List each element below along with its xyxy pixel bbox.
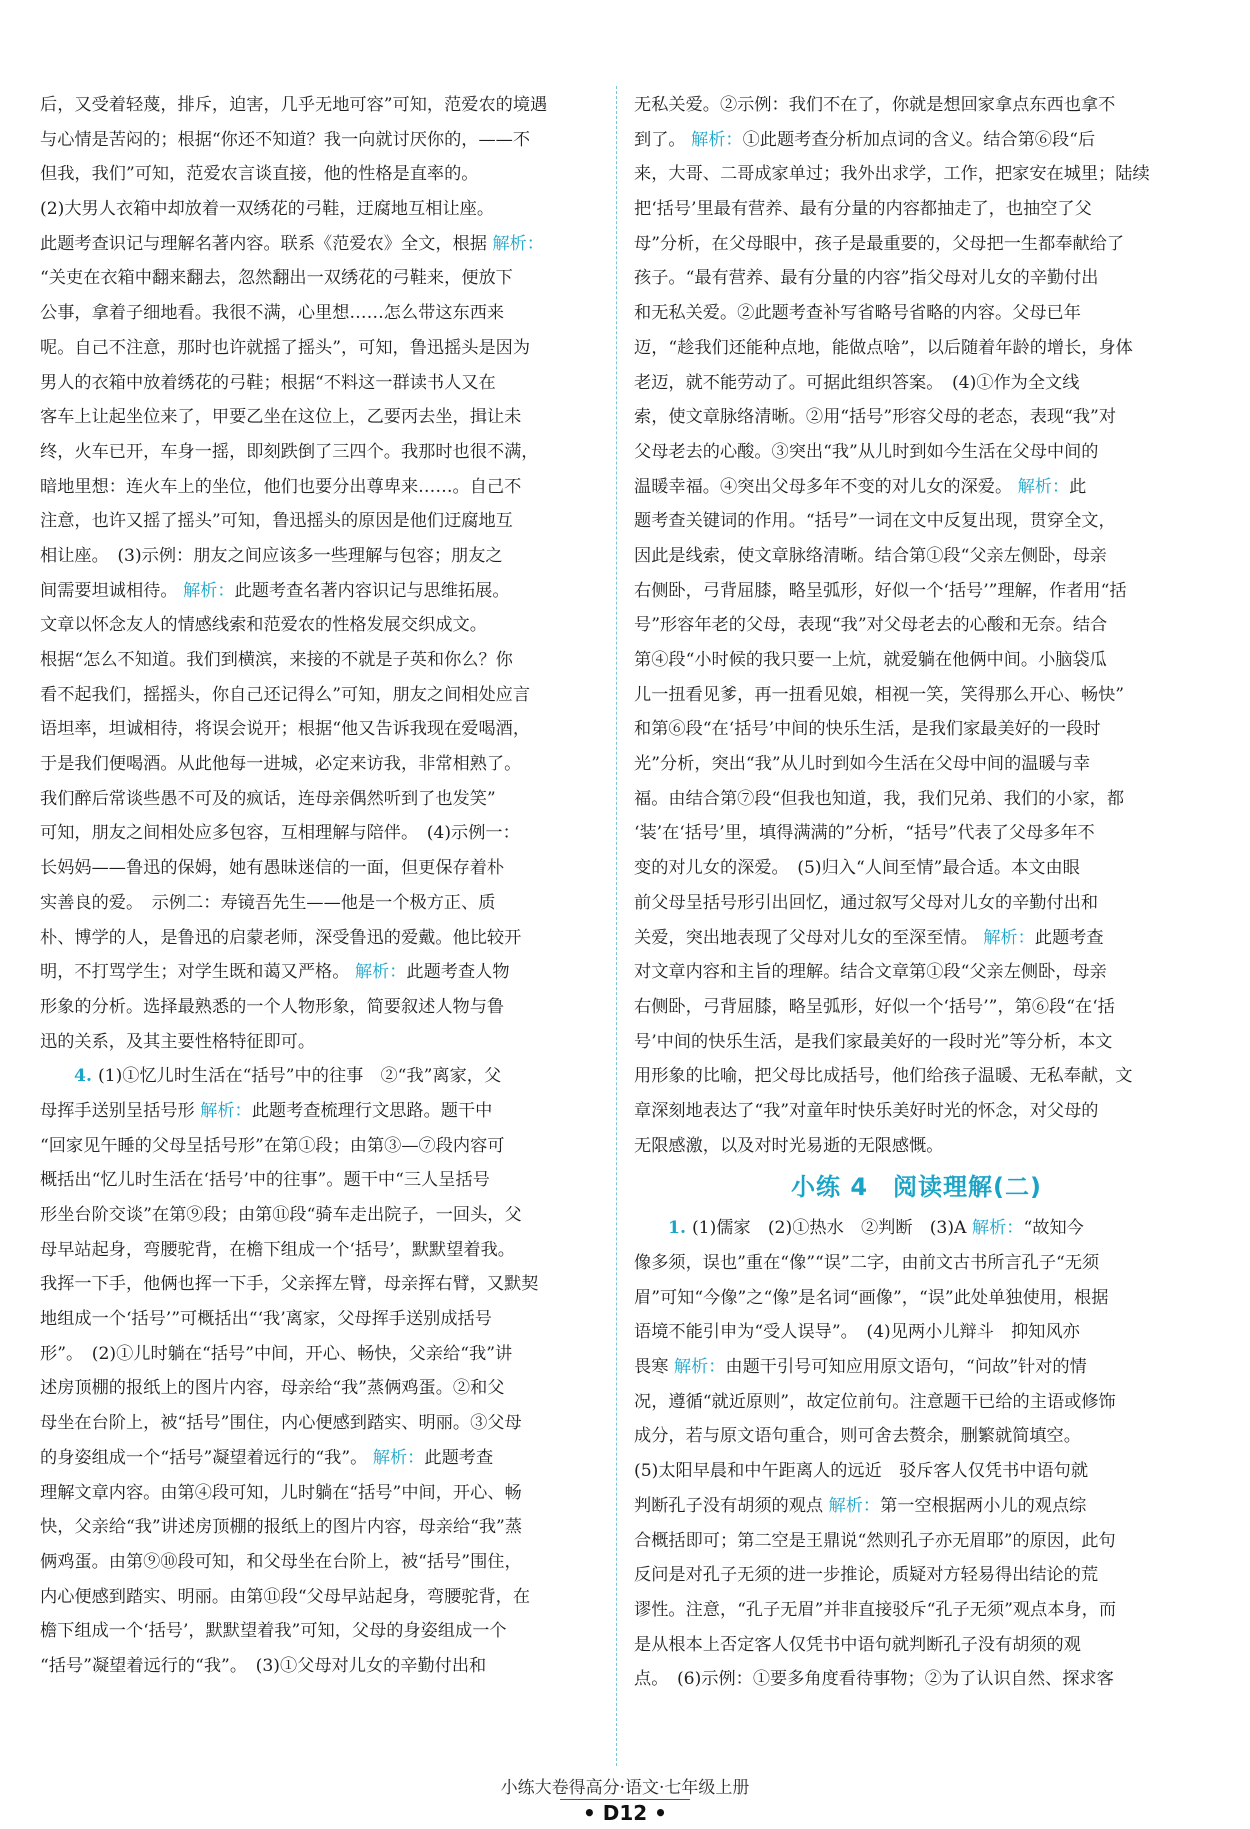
line-text: 内心便感到踏实、明丽。由第⑪段“父母早站起身，弯腰驼背，在 — [40, 1586, 531, 1607]
line-text: 述房顶棚的报纸上的图片内容，母亲给“我”蒸俩鸡蛋。②和父 — [40, 1378, 505, 1399]
line-text: 用形象的比喻，把父母比成括号，他们给孩子温暖、无私奉献，文 — [634, 1066, 1133, 1087]
text-line — [40, 1441, 605, 1476]
line-text: 和第⑥段“在‘括号’中间的快乐生活，是我们家最美好的一段时 — [634, 719, 1101, 740]
analysis-label: 解析： — [823, 1495, 881, 1516]
line-text: 快，父亲给“我”讲述房顶棚的报纸上的图片内容，母亲给“我”蒸 — [40, 1517, 523, 1538]
page-number: • D12 • — [583, 1801, 667, 1825]
line-text: 右侧卧，弓背屈膝，略呈弧形，好似一个‘括号’”，第⑥段“在‘括 — [634, 996, 1115, 1017]
text-line — [40, 816, 605, 851]
text-line — [634, 1211, 1199, 1246]
text-line — [634, 851, 1199, 886]
text-line — [634, 921, 1199, 956]
line-text: 号”形容年老的父母，表现“我”对父母老去的心酸和无奈。结合 — [634, 615, 1108, 636]
line-text: 对文章内容和主旨的理解。结合文章第①段“父亲左侧卧，母亲 — [634, 962, 1107, 983]
text-line — [634, 435, 1199, 470]
line-text: 第一空根据两小儿的观点综 — [880, 1495, 1087, 1516]
line-text: 男人的衣箱中放着绣花的弓鞋；根据“不料这一群读书人又在 — [40, 372, 496, 393]
text-line — [634, 331, 1199, 366]
footer-rule — [560, 1799, 690, 1800]
line-text: 到了。 — [634, 129, 686, 150]
line-text: 于是我们便喝酒。从此他每一进城，必定来访我，非常相熟了。 — [40, 754, 522, 775]
analysis-label: 解析： — [177, 580, 235, 601]
text-line — [40, 123, 605, 158]
text-line — [634, 990, 1199, 1025]
line-text: 畏寒 — [634, 1357, 669, 1378]
line-text: 儿一扭看见爹，再一扭看见娘，相视一笑，笑得那么开心、畅快” — [634, 684, 1125, 705]
text-line — [634, 1350, 1199, 1385]
text-line — [40, 747, 605, 782]
line-text: 无私关爱。②示例：我们不在了，你就是想回家拿点东西也拿不 — [634, 95, 1116, 115]
line-text: 公事，拿着子细地看。我很不满，心里想……怎么带这东西来 — [40, 303, 505, 324]
text-line — [634, 123, 1199, 158]
line-text: 像多须，误也”重在“像”“误”二字，由前文古书所言孔子“无须 — [634, 1253, 1100, 1273]
text-line — [634, 574, 1199, 609]
text-line — [40, 1094, 605, 1129]
line-text: 此题考查 — [1034, 927, 1104, 948]
text-line — [634, 955, 1199, 990]
text-line — [634, 886, 1199, 921]
text-line — [634, 747, 1199, 782]
line-text: 实善良的爱。 示例二：寿镜吾先生——他是一个极方正、质 — [40, 892, 496, 913]
line-text: 点。 (6)示例：①要多角度看待事物；②为了认识自然、探求客 — [634, 1669, 1114, 1690]
line-text: 但我，我们”可知，范爱农言谈直接，他的性格是直率的。 — [40, 164, 479, 185]
right-column-text — [634, 88, 1199, 1697]
line-text: 索，使文章脉络清晰。②用“括号”形容父母的老态，表现“我”对 — [634, 407, 1117, 428]
text-line — [634, 782, 1199, 817]
line-text: 成分，若与原文语句重合，则可舍去赘余，删繁就简填空。 — [634, 1426, 1081, 1447]
text-line — [634, 643, 1199, 678]
line-text: 形象的分析。选择最熟悉的一个人物形象，简要叙述人物与鲁 — [40, 996, 505, 1017]
text-line — [634, 1558, 1199, 1593]
line-text: 母”分析，在父母眼中，孩子是最重要的，父母把一生都奉献给了 — [634, 233, 1125, 254]
analysis-label: 解析： — [349, 962, 407, 983]
line-text: 母早站起身，弯腰驼背，在檐下组成一个‘括号’，默默望着我。 — [40, 1239, 515, 1260]
text-line — [40, 435, 605, 470]
line-text: (1)儒家 (2)①热水 ②判断 (3)A — [691, 1218, 967, 1239]
line-text: 右侧卧，弓背屈膝，略呈弧形，好似一个‘括号’”理解，作者用“括 — [634, 580, 1127, 601]
left-column-text — [40, 88, 605, 1684]
text-line — [40, 1406, 605, 1441]
text-line — [40, 712, 605, 747]
text-line — [40, 955, 605, 990]
text-line — [40, 678, 605, 713]
line-text: 父母老去的心酸。③突出“我”从儿时到如今生活在父母中间的 — [634, 441, 1099, 462]
text-line — [634, 261, 1199, 296]
line-text: 终，火车已开，车身一摇，即刻跌倒了三四个。我那时也很不满， — [40, 441, 539, 462]
line-text: 形”。 (2)①儿时躺在“括号”中间，开心、畅快，父亲给“我”讲 — [40, 1343, 513, 1364]
line-text: 关爱，突出地表现了父母对儿女的至深至情。 — [634, 927, 978, 948]
line-text: 由题干引号可知应用原文语句，“问故”针对的情 — [725, 1357, 1087, 1378]
text-line — [634, 1315, 1199, 1350]
text-line — [634, 192, 1199, 227]
text-line — [40, 1614, 605, 1649]
line-text: 福。由结合第⑦段“但我也知道，我，我们兄弟、我们的小家，都 — [634, 788, 1125, 809]
text-line — [634, 1489, 1199, 1524]
text-line — [634, 1628, 1199, 1663]
text-line — [40, 990, 605, 1025]
text-line — [40, 539, 605, 574]
text-line — [40, 1233, 605, 1268]
line-text: 语境不能引申为“受人误导”。 (4)见两小儿辩斗 抑知风亦 — [634, 1322, 1080, 1343]
line-text: 可知，朋友之间相处应多包容，互相理解与陪伴。 (4)示例一： — [40, 823, 520, 844]
text-line — [40, 400, 605, 435]
text-line — [634, 539, 1199, 574]
text-line — [40, 886, 605, 921]
line-text: 俩鸡蛋。由第⑨⑩段可知，和父母坐在台阶上，被“括号”围住， — [40, 1551, 522, 1572]
analysis-label: 解析： — [486, 233, 544, 254]
analysis-label: 解析： — [1012, 476, 1070, 497]
line-text: 地组成一个‘括号’”可概括出“‘我’离家，父母挥手送别成括号 — [40, 1309, 492, 1330]
text-line — [40, 366, 605, 401]
text-line — [634, 1025, 1199, 1060]
text-line — [40, 157, 605, 192]
text-line — [634, 296, 1199, 331]
line-text: 和无私关爱。②此题考查补写省略号省略的内容。父母已年 — [634, 303, 1081, 324]
line-text: 此题考查梳理行文思路。题干中 — [251, 1100, 493, 1121]
text-line — [40, 1163, 605, 1198]
line-text: 此题考查人物 — [406, 962, 510, 983]
line-text: (5)太阳早晨和中午距离人的远近 驳斥客人仅凭书中语句就 — [634, 1461, 1089, 1482]
text-line — [634, 227, 1199, 262]
line-text: 章深刻地表达了“我”对童年时快乐美好时光的怀念，对父母的 — [634, 1100, 1099, 1121]
line-text: 理解文章内容。由第④段可知，儿时躺在“括号”中间，开心、畅 — [40, 1482, 522, 1503]
text-line — [40, 261, 605, 296]
line-text: 此 — [1069, 476, 1087, 497]
text-line — [40, 1025, 605, 1060]
text-line — [634, 1662, 1199, 1697]
text-line — [40, 504, 605, 539]
text-line — [634, 470, 1199, 505]
analysis-label: 解析： — [668, 1357, 726, 1378]
line-text: 相让座。 (3)示例：朋友之间应该多一些理解与包容；朋友之 — [40, 545, 503, 566]
right-column — [634, 88, 1199, 1697]
line-text: 呢。自己不注意，那时也许就摇了摇头”，可知，鲁迅摇头是因为 — [40, 337, 531, 358]
line-text: 题考查关键词的作用。“括号”一词在文中反复出现，贯穿全文， — [634, 511, 1116, 532]
text-line — [40, 1371, 605, 1406]
text-line — [40, 643, 605, 678]
line-text: 号’中间的快乐生活，是我们家最美好的一段时光”等分析，本文 — [634, 1031, 1113, 1052]
line-text: 把‘括号’里最有营养、最有分量的内容都抽走了，也抽空了父 — [634, 199, 1092, 220]
line-text: 形坐台阶交谈”在第⑨段；由第⑪段“骑车走出院子，一回头，父 — [40, 1205, 522, 1225]
line-text: 第④段“小时候的我只要一上炕，就爱躺在他俩中间。小脑袋瓜 — [634, 650, 1107, 670]
text-line — [40, 1198, 605, 1233]
text-line — [634, 157, 1199, 192]
line-text: 间需要坦诚相待。 — [40, 580, 178, 601]
line-text: 变的对儿女的深爱。 (5)归入“人间至情”最合适。本文由眼 — [634, 858, 1080, 879]
analysis-label: 解析： — [685, 129, 743, 150]
text-line — [634, 1454, 1199, 1489]
line-text: 檐下组成一个‘括号’，默默望着我”可知，父母的身姿组成一个 — [40, 1621, 507, 1642]
line-text: 的身姿组成一个“括号”凝望着远行的“我”。 — [40, 1447, 368, 1468]
line-text: 母坐在台阶上，被“括号”围住，内心便感到踏实、明丽。③父母 — [40, 1413, 522, 1434]
text-line — [634, 1593, 1199, 1628]
text-line — [40, 608, 605, 643]
text-line — [40, 1476, 605, 1511]
line-text: 老迈，就不能劳动了。可据此组织答案。 (4)①作为全文线 — [634, 372, 1080, 393]
text-line — [634, 1129, 1199, 1164]
text-line — [40, 851, 605, 886]
line-text: 来，大哥、二哥成家单过；我外出求学，工作，把家安在城里；陆续 — [634, 164, 1150, 185]
footer-book-title: 小练大卷得高分·语文·七年级上册 — [500, 1778, 750, 1798]
analysis-label: 解析： — [367, 1447, 425, 1468]
text-line — [40, 470, 605, 505]
analysis-label: 解析： — [194, 1100, 252, 1121]
text-line — [634, 504, 1199, 539]
text-line — [40, 227, 605, 262]
line-text: 看不起我们，摇摇头，你自己还记得么”可知，朋友之间相处应言 — [40, 684, 531, 705]
line-text: 无限感激，以及对时光易逝的无限感慨。 — [634, 1135, 944, 1156]
line-text: 况，遵循“就近原则”，故定位前句。注意题干已给的主语或修饰 — [634, 1391, 1116, 1412]
line-text: “括号”凝望着远行的“我”。 (3)①父母对儿女的辛勤付出和 — [40, 1655, 487, 1676]
line-text: 谬性。注意，“孔子无眉”并非直接驳斥“孔子无须”观点本身，而 — [634, 1599, 1117, 1620]
line-text: 朴、博学的人，是鲁迅的启蒙老师，深受鲁迅的爱戴。他比较开 — [40, 927, 522, 948]
text-line — [40, 1580, 605, 1615]
line-text: “故知今 — [1023, 1218, 1084, 1239]
text-line — [40, 296, 605, 331]
text-line — [634, 1419, 1199, 1454]
left-column — [40, 88, 605, 1684]
line-text: 判断孔子没有胡须的观点 — [634, 1495, 824, 1516]
text-line — [40, 782, 605, 817]
text-line — [40, 331, 605, 366]
section-title: 小练 4 阅读理解(二) — [791, 1173, 1042, 1202]
line-text: ‘装’在‘括号’里，填得满满的”分析，“括号”代表了父母多年不 — [634, 823, 1095, 844]
line-text: 母挥手送别呈括号形 — [40, 1100, 195, 1121]
analysis-label: 解析： — [977, 927, 1035, 948]
line-text: 长妈妈——鲁迅的保姆，她有愚昧迷信的一面，但更保存着朴 — [40, 858, 505, 879]
line-text: 与心情是苦闷的；根据“你还不知道？我一向就讨厌你的，——不 — [40, 129, 531, 150]
text-line — [40, 1510, 605, 1545]
line-text: 语坦率，坦诚相待，将误会说开；根据“他又告诉我现在爱喝酒， — [40, 719, 531, 740]
text-line — [40, 1059, 605, 1094]
text-line — [40, 192, 605, 227]
line-text: 此题考查 — [424, 1447, 494, 1468]
text-line — [634, 678, 1199, 713]
line-text: 前父母呈括号形引出回忆，通过叙写父母对儿女的辛勤付出和 — [634, 892, 1099, 913]
line-text: 眉”可知“今像”之“像”是名词“画像”，“误”此处单独使用，根据 — [634, 1287, 1109, 1308]
line-text: 我们醉后常谈些愚不可及的疯话，连母亲偶然听到了也发笑” — [40, 788, 496, 809]
text-line — [634, 1281, 1199, 1316]
line-text: “关吏在衣箱中翻来翻去，忽然翻出一双绣花的弓鞋来，便放下 — [40, 268, 513, 289]
line-text: 合概括即可；第二空是王鼎说“然则孔子亦无眉耶”的原因，此句 — [634, 1530, 1116, 1551]
line-text: 根据“怎么不知道。我们到横滨，来接的不就是子英和你么？你 — [40, 650, 513, 670]
text-line — [634, 1094, 1199, 1129]
line-text: 文章以怀念友人的情感线索和范爱农的性格发展交织成文。 — [40, 615, 487, 636]
line-text: 客车上让起坐位来了，甲要乙坐在这位上，乙要丙去坐，揖让未 — [40, 407, 522, 428]
text-line — [634, 400, 1199, 435]
column-divider — [616, 86, 617, 1766]
text-line — [40, 1337, 605, 1372]
line-text: 此题考查名著内容识记与思维拓展。 — [234, 580, 510, 601]
line-text: 此题考查识记与理解名著内容。联系《范爱农》全文，根据 — [40, 233, 487, 254]
text-line — [634, 88, 1199, 123]
text-line — [634, 366, 1199, 401]
text-line — [40, 921, 605, 956]
line-text: 明，不打骂学生；对学生既和蔼又严格。 — [40, 962, 350, 983]
text-line — [634, 816, 1199, 851]
line-text: 暗地里想：连火车上的坐位，他们也要分出尊卑来……。自己不 — [40, 476, 522, 497]
line-text: 迅的关系，及其主要性格特征即可。 — [40, 1031, 316, 1052]
question-number: 1. — [668, 1218, 692, 1239]
line-text: 因此是线索，使文章脉络清晰。结合第①段“父亲左侧卧，母亲 — [634, 545, 1107, 566]
text-line — [40, 1302, 605, 1337]
text-line — [40, 574, 605, 609]
line-text: 我挥一下手，他俩也挥一下手，父亲挥左臂，母亲挥右臂，又默契 — [40, 1274, 539, 1295]
text-line — [40, 1129, 605, 1164]
text-line — [40, 1649, 605, 1684]
text-line — [634, 1059, 1199, 1094]
text-line — [634, 712, 1199, 747]
line-text: (2)大男人衣箱中却放着一双绣花的弓鞋，迂腐地互相让座。 — [40, 199, 495, 220]
line-text: 后，又受着轻蔑，排斥，迫害，几乎无地可容”可知，范爱农的境遇 — [40, 95, 548, 115]
text-line — [634, 1524, 1199, 1559]
text-line — [40, 1545, 605, 1580]
line-text: 迈，“趁我们还能种点地，能做点啥”，以后随着年龄的增长，身体 — [634, 337, 1133, 358]
text-line — [634, 1246, 1199, 1281]
line-text: “回家见午睡的父母呈括号形”在第①段；由第③—⑦段内容可 — [40, 1135, 505, 1156]
text-line — [40, 1267, 605, 1302]
analysis-label: 解析： — [966, 1218, 1024, 1239]
line-text: 反问是对孔子无须的进一步推论，质疑对方轻易得出结论的荒 — [634, 1565, 1099, 1586]
text-line — [634, 608, 1199, 643]
line-text: 温暖幸福。④突出父母多年不变的对儿女的深爱。 — [634, 476, 1013, 497]
line-text: 注意，也许又摇了摇头”可知，鲁迅摇头的原因是他们迂腐地互 — [40, 511, 513, 532]
line-text: (1)①忆儿时生活在“括号”中的往事 ②“我”离家，父 — [97, 1066, 502, 1087]
text-line — [634, 1385, 1199, 1420]
question-number: 4. — [74, 1066, 98, 1087]
line-text: 概括出“忆儿时生活在‘括号’中的往事”。题干中“三人呈括号 — [40, 1170, 490, 1191]
line-text: 光”分析，突出“我”从儿时到如今生活在父母中间的温暖与幸 — [634, 754, 1091, 775]
line-text: ①此题考查分析加点词的含义。结合第⑥段“后 — [742, 129, 1096, 150]
line-text: 是从根本上否定客人仅凭书中语句就判断孔子没有胡须的观 — [634, 1634, 1081, 1655]
line-text: 孩子。“最有营养、最有分量的内容”指父母对儿女的辛勤付出 — [634, 268, 1099, 289]
text-line — [40, 88, 605, 123]
